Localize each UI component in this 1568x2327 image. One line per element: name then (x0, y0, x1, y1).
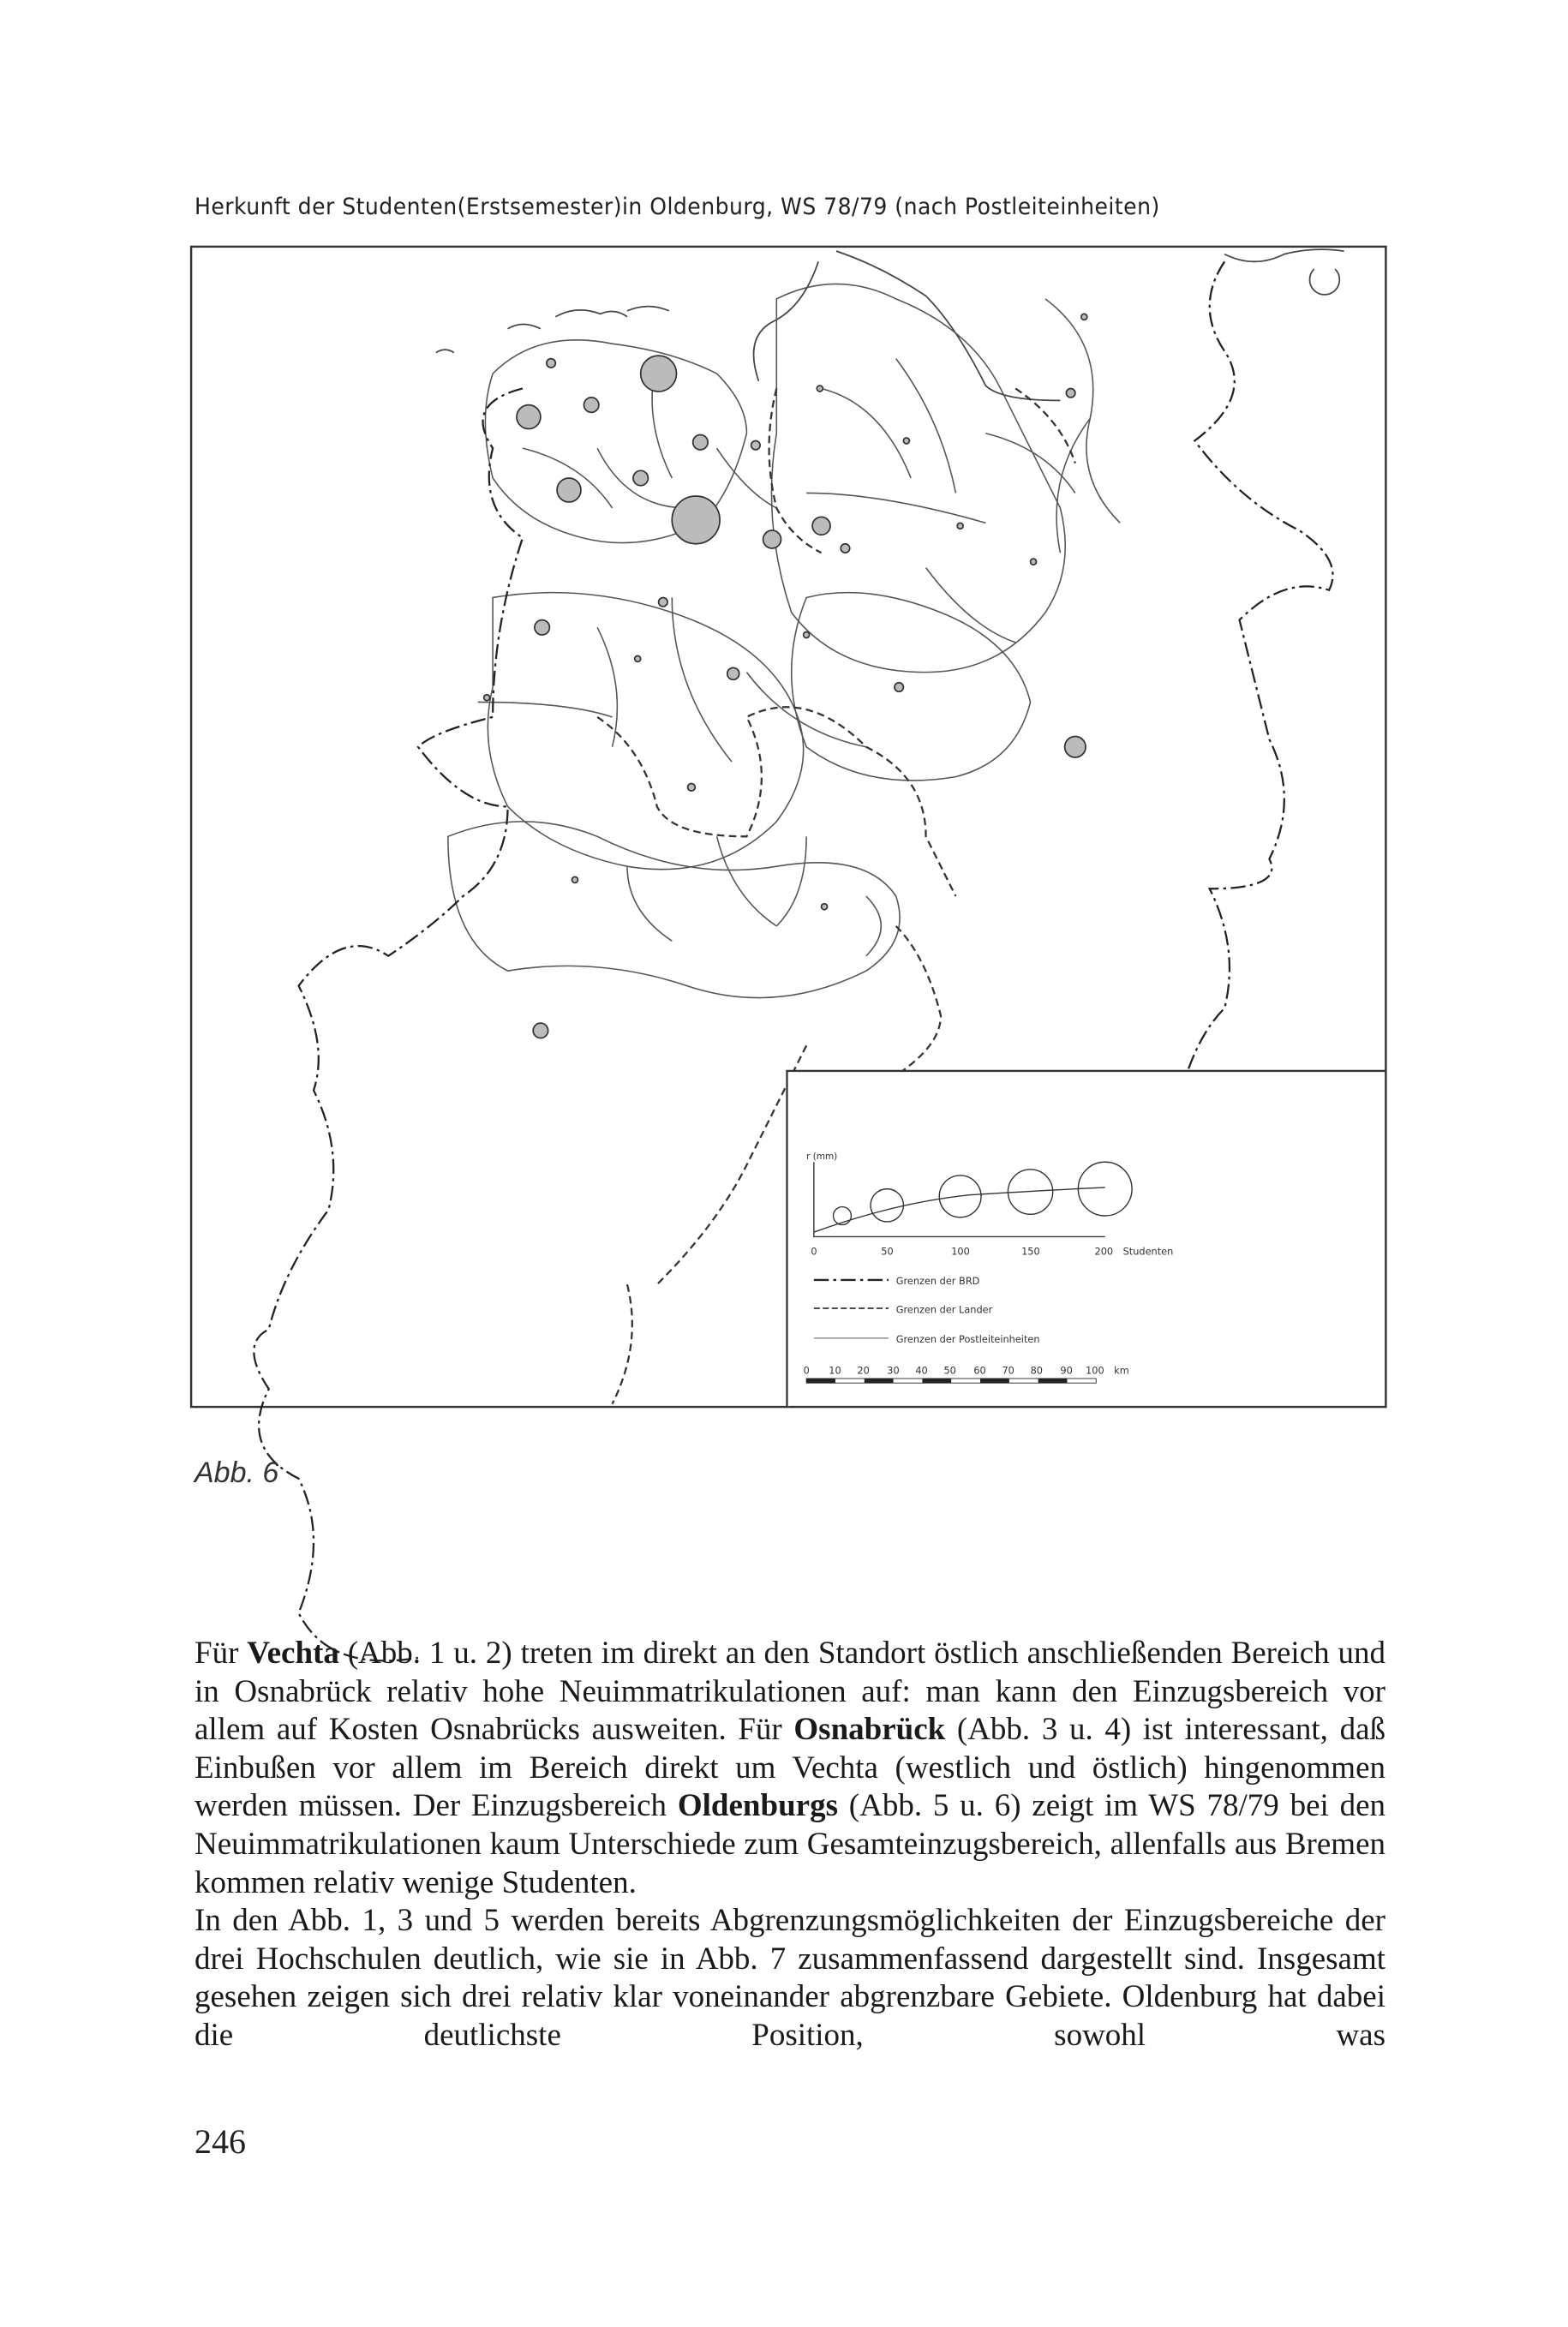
legend-box (787, 1071, 1385, 1407)
figure-label: Abb. 6 (195, 1457, 279, 1489)
scale-tick: 100 (1086, 1364, 1104, 1377)
scale-tick: 30 (887, 1364, 900, 1377)
bold-oldenburgs: Oldenburgs (677, 1788, 838, 1824)
scale-tick: 50 (943, 1364, 956, 1377)
legend-tick-0: 0 (811, 1245, 817, 1258)
legend-tick-100: 100 (951, 1245, 970, 1258)
coastline-islands (436, 249, 1344, 400)
legend-tick-50: 50 (881, 1245, 894, 1258)
federal-border (254, 261, 1332, 1660)
text-run: Für (195, 1636, 248, 1671)
legend-tick-150: 150 (1021, 1245, 1040, 1258)
bold-osnabrueck: Osnabrück (793, 1712, 946, 1748)
legend-tick-200: 200 (1094, 1245, 1114, 1258)
scale-tick: 40 (915, 1364, 928, 1377)
text-run: (Abb. 5 u. 6) zeigt im WS 78/79 bei den Neuimmatrikulationen kaum Unterschiede zum Gesamteinzugsbereich, allenfalls aus Bremen kommen relativ wenige Studenten. (195, 1788, 1386, 1900)
legend-label-laender: Grenzen der Lander (895, 1303, 993, 1316)
page-number: 246 (195, 2122, 246, 2161)
scale-tick: 0 (803, 1364, 810, 1377)
paragraph-2: In den Abb. 1, 3 und 5 werden bereits Abgrenzungsmöglichkeiten der Einzugsbereiche der drei Hochschulen deutlich, wie sie in Abb. 7 zusammenfassend dargestellt sind. Insgesamt gesehen zeigen sich drei relativ klar voneinander abgrenzbare Gebiete. Oldenburg hat dabei die deutlichste Position, sowohl was (195, 1903, 1385, 2053)
legend-axis-unit: Studenten (1122, 1245, 1174, 1258)
legend-label-postleit: Grenzen der Postleiteinheiten (895, 1333, 1040, 1346)
scale-tick: 20 (857, 1364, 870, 1377)
km-scale-bar (806, 1379, 1096, 1383)
bold-vechta: Vechta (247, 1636, 339, 1671)
scale-unit: km (1114, 1364, 1129, 1377)
body-text (195, 1635, 1385, 2055)
text-run: (Abb. 3 u. 4) ist interessant, daß Einbußen vor allem im Bereich direkt um Vechta (westlich und östlich) hingenommen werden müssen. Der Einzugsbereich (195, 1712, 1385, 1824)
student-count-circles (484, 314, 1087, 1038)
legend-label-brd: Grenzen der BRD (895, 1275, 980, 1288)
scale-tick: 70 (1002, 1364, 1014, 1377)
figure-title: Herkunft der Studenten(Erstsemester)in Oldenburg, WS 78/79 (nach Postleiteinheiten) (195, 194, 1160, 220)
scale-tick: 90 (1060, 1364, 1073, 1377)
scale-tick: 60 (973, 1364, 986, 1377)
scale-tick: 80 (1030, 1364, 1043, 1377)
scale-tick: 10 (829, 1364, 841, 1377)
paragraph-1 (195, 1635, 1385, 1902)
legend-axis-label: r (mm) (806, 1151, 838, 1162)
text-run: (Abb. 1 u. 2) treten im direkt an den Standort östlich anschließenden Bereich und in Osnabrück relativ hohe Neuimmatrikulationen auf: man kann den Einzugsbereich vor allem auf Kosten Osnabrücks ausweiten. Für (195, 1636, 1385, 1748)
